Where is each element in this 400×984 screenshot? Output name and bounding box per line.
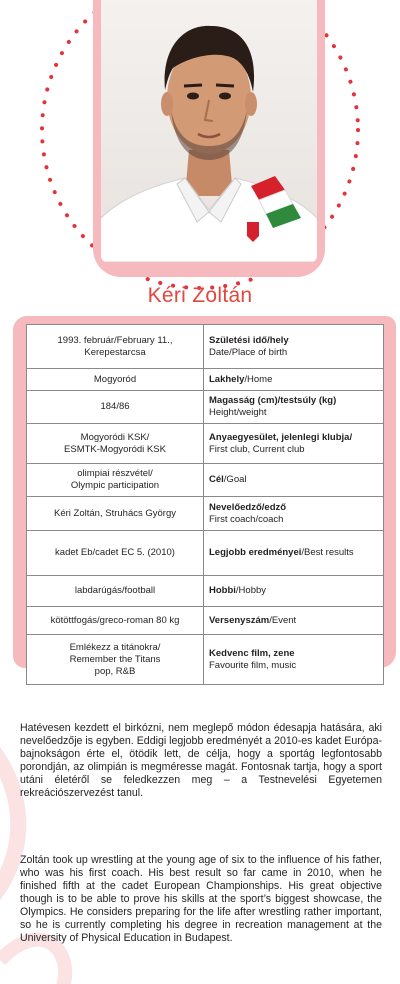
profile-label	[204, 424, 384, 464]
bio-hungarian: Hatévesen kezdett el birkózni, nem meglepő módon édesapja hatására, aki nevelőedzője is egyben. Eddigi legjobb eredményét a 2010-es kadet Európa-bajnokságon érte el, ötödik lett, de célja, hogy a sportág legfontosabb porondján, az olimpián is megméresse magát. Fontosnak tartja, hogy a sport utáni életéről se feledkezzen meg – a Testnevelési Egyetemen rekreációszervezést tanul.	[20, 721, 382, 799]
profile-value-line: Mogyoród	[93, 373, 137, 385]
profile-label-en: Date/Place of birth	[209, 346, 288, 358]
profile-value	[27, 325, 204, 369]
profile-label-en: /Goal	[223, 474, 247, 485]
profile-value	[27, 635, 204, 685]
profile-label	[204, 635, 384, 685]
bio-english: Zoltán took up wrestling at the young age of six to the influence of his father, who was his first coach. His best result so far came in 2010, when he finished fifth at the cadet European Championships. His great objective though is to be able to prove his skills at the sport’s biggest showcase, the Olympics. He considers preparing for the life after wrestling rather important, so he is currently completing his degree in recreation management at the University of Physical Education in Budapest.	[20, 853, 382, 944]
athlete-name: Kéri Zoltán	[147, 284, 253, 307]
profile-value-line: kötöttfogás/greco-roman 80 kg	[50, 614, 180, 626]
profile-label-en: Height/weight	[209, 407, 267, 418]
profile-label-hu: Lakhely	[209, 373, 245, 385]
profile-value-line: Kéri Zoltán, Struhács György	[54, 507, 176, 519]
profile-label-en: Favourite film, music	[209, 659, 297, 671]
profile-value-line: pop, R&B	[94, 665, 136, 677]
profile-label	[204, 391, 384, 424]
profile-label-en: /Home	[244, 373, 273, 385]
profile-value	[27, 607, 204, 635]
profile-label-hu: Anyaegyesület, jelenlegi klubja/	[209, 431, 353, 443]
profile-row	[27, 635, 384, 685]
profile-row	[27, 325, 384, 369]
profile-value-line: kadet Eb/cadet EC 5. (2010)	[55, 547, 175, 558]
profile-row	[27, 576, 384, 607]
profile-row	[27, 607, 384, 635]
profile-label-hu: Cél	[209, 474, 224, 485]
profile-label-hu: Versenyszám	[209, 614, 270, 626]
profile-label-hu: Nevelőedző/edző	[209, 501, 287, 513]
profile-label-en: /Hobby	[235, 585, 267, 596]
profile-value	[27, 391, 204, 424]
profile-label	[204, 464, 384, 497]
profile-label-hu: Kedvenc film, zene	[209, 647, 295, 659]
profile-label-hu: Magasság (cm)/testsúly (kg)	[209, 395, 337, 406]
profile-label	[204, 325, 384, 369]
profile-value	[27, 369, 204, 391]
profile-label	[204, 531, 384, 576]
profile-value-line: Emlékezz a titánokra/	[69, 641, 161, 653]
profile-table	[26, 324, 384, 685]
profile-label	[204, 497, 384, 531]
profile-value-line: Kerepestarcsa	[84, 346, 146, 358]
profile-row	[27, 424, 384, 464]
profile-label-hu: Születési idő/hely	[209, 334, 289, 346]
profile-value	[27, 576, 204, 607]
profile-value	[27, 464, 204, 497]
profile-value-line: Olympic participation	[70, 480, 160, 491]
athlete-photo	[101, 0, 317, 262]
profile-label-hu: Hobbi	[209, 585, 236, 596]
profile-label-en: /Event	[269, 614, 297, 626]
profile-value-line: Mogyoródi KSK/	[80, 431, 150, 443]
profile-label	[204, 607, 384, 635]
profile-value-line: Remember the Titans	[69, 653, 161, 665]
profile-row	[27, 531, 384, 576]
profile-value-line: labdarúgás/football	[74, 585, 156, 596]
profile-row	[27, 391, 384, 424]
profile-value-line: ESMTK-Mogyoródi KSK	[64, 443, 166, 455]
profile-row	[27, 369, 384, 391]
profile-label-en: /Best results	[301, 547, 354, 558]
profile-row	[27, 464, 384, 497]
photo-frame	[93, 0, 325, 277]
profile-value	[27, 424, 204, 464]
profile-label	[204, 369, 384, 391]
profile-value	[27, 497, 204, 531]
profile-label-hu: Legjobb eredményei	[209, 547, 302, 558]
profile-value-line: 1993. február/February 11.,	[57, 334, 173, 346]
profile-value-line: olimpiai részvétel/	[77, 468, 153, 479]
profile-label-en: First coach/coach	[209, 513, 284, 525]
profile-label-en: First club, Current club	[209, 443, 305, 455]
profile-label	[204, 576, 384, 607]
profile-value-line: 184/86	[100, 401, 130, 412]
profile-row	[27, 497, 384, 531]
profile-value	[27, 531, 204, 576]
